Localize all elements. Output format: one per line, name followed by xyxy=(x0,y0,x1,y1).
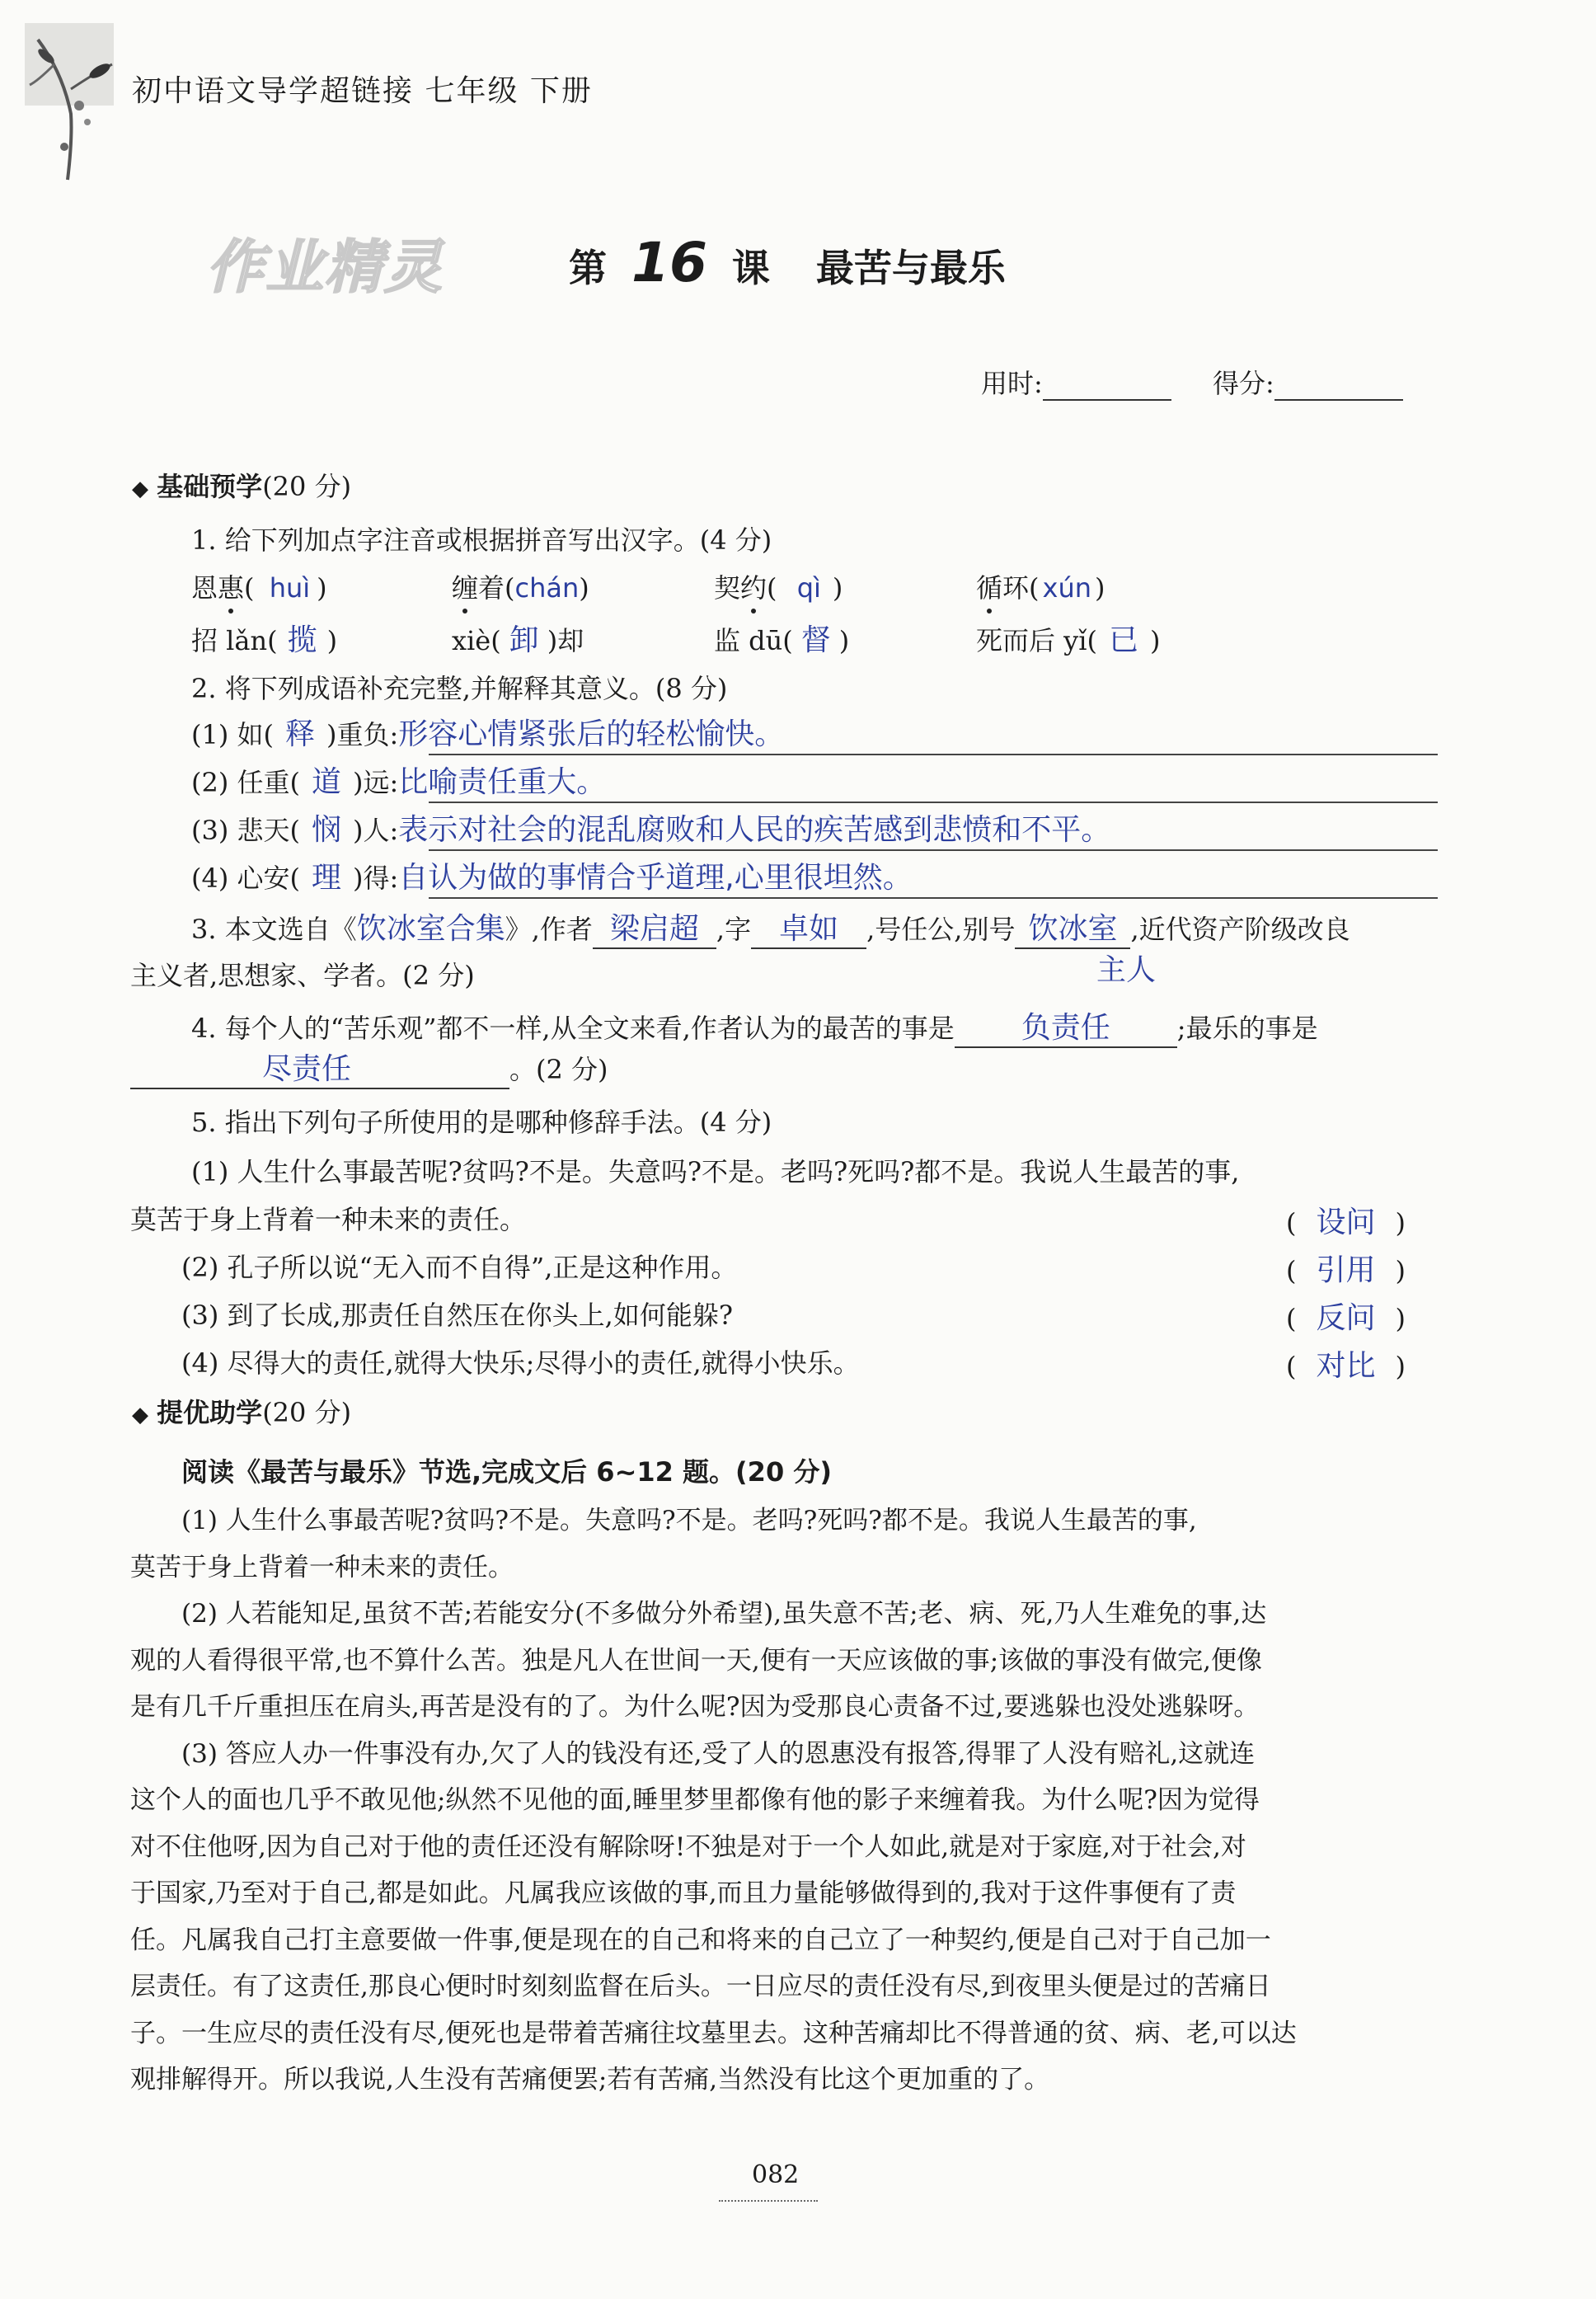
time-blank[interactable] xyxy=(1043,368,1171,401)
q2-blank3: 悯 xyxy=(312,813,342,847)
q1-answer1: huì xyxy=(269,572,311,604)
score-blank[interactable] xyxy=(1274,368,1403,401)
q1-answer3: qì xyxy=(796,572,821,604)
diamond-icon: ◆ xyxy=(132,477,148,501)
q1-item1: 恩惠( huì ) xyxy=(191,567,327,605)
section2-header xyxy=(132,1392,351,1430)
q2-meaning2: 比喻责任重大。 xyxy=(398,765,607,799)
q1-item8: 死而后 yǐ( 已 ) xyxy=(976,623,1161,657)
section1-title: 基础预学 xyxy=(157,471,263,502)
q2-blank4: 理 xyxy=(312,861,342,895)
q2-line1 xyxy=(429,754,1438,755)
q2-meaning1: 形容心情紧张后的轻松愉快。 xyxy=(398,717,785,751)
q3-answer1: 饮冰室合集 xyxy=(356,912,505,946)
lesson-prefix: 第 xyxy=(569,246,607,290)
q2-stem: 2. 将下列成语补充完整,并解释其意义。(8 分) xyxy=(191,673,728,704)
q3-answer2: 梁启超 xyxy=(593,905,716,949)
section2-title: 提优助学 xyxy=(157,1397,263,1428)
q5-item1-line1: (1) 人生什么事最苦呢?贫吗?不是。失意吗?不是。老吗?死吗?都不是。我说人生最苦的事, xyxy=(191,1156,1240,1187)
book-title: 初中语文导学超链接 七年级 下册 xyxy=(132,74,593,108)
paragraph-1: (1) 人生什么事最苦呢?贫吗?不是。失意吗?不是。老吗?死吗?都不是。我说人生最苦的事, 莫苦于身上背着一种未来的责任。 xyxy=(130,1506,1197,1582)
section1-header xyxy=(132,466,351,504)
q5-answer2: ( 引用 ) xyxy=(1286,1253,1406,1287)
q2-item3: (3) 悲天( 悯 )人:表示对社会的混乱腐败和人民的疾苦感到悲愤和不平。 xyxy=(191,813,1111,847)
q3-line2: 主义者,思想家、学者。(2 分) xyxy=(130,960,475,991)
section2-points: (20 分) xyxy=(262,1397,352,1428)
q4-line2: 尽责任 。(2 分) xyxy=(130,1046,608,1089)
corner-ornament xyxy=(21,23,120,188)
q1-row2 xyxy=(191,617,1428,658)
q2-line3 xyxy=(429,849,1438,851)
lesson-suffix: 课 xyxy=(731,246,770,290)
q2-blank1: 释 xyxy=(285,717,316,751)
q2-line4 xyxy=(429,897,1438,899)
q2-meaning4: 自认为做的事情合乎道理,心里很坦然。 xyxy=(398,861,913,895)
q1-answer8: 已 xyxy=(1108,623,1138,657)
q5-answer3: ( 反问 ) xyxy=(1286,1301,1406,1335)
paragraph-3: (3) 答应人办一件事没有办,欠了人的钱没有还,受了人的恩惠没有报答,得罪了人没有赔礼,这就连 这个人的面也几乎不敢见他;纵然不见他的面,睡里梦里都像有他的影子来缠着我。为什么呢?因为觉得 对不住他呀,因为自己对于他的责任还没有解除呀!不独是对于一个人如此,就是对于家庭,对于社会,对 于国家,乃至对于自己,都是如此。凡属我应该做的事,而且力量能够做得到的,我对于这件事便有了责 任。凡属我自己打主意要做一件事,便是现在的自己和将来的自己立了一种契约,便是自己对于自己加一 层责任。有了这责任,那良心便时时刻刻监督在后头。一日应尽的责任没有尽,到夜里头便是过的苦痛日 子。一生应尽的责任没有尽,便死也是带着苦痛往坟墓里去。这种苦痛却比不得普通的贫、病、老,可以达 观排解得开。所以我说,人生没有苦痛便罢;若有苦痛,当然没有比这个更加重的了。 xyxy=(130,1738,1297,2094)
q2-blank2: 道 xyxy=(312,765,342,799)
lesson-title xyxy=(569,231,1006,294)
lesson-name: 最苦与最乐 xyxy=(815,246,1006,290)
q3-line1: 3. 本文选自《饮冰室合集》,作者 梁启超 ,字 卓如 ,号任公,别号 饮冰室 ,近代资产阶级改良 xyxy=(191,905,1350,949)
diamond-icon: ◆ xyxy=(132,1403,148,1427)
q1-item7: 监 dū( 督 ) xyxy=(714,623,850,657)
page-number-underline xyxy=(719,2200,818,2202)
reading-intro: 阅读《最苦与最乐》节选,完成文后 6~12 题。(20 分) xyxy=(181,1456,832,1488)
score-box xyxy=(981,363,1403,401)
q1-answer4: xún xyxy=(1042,572,1092,604)
q1-item5: 招 lǎn( 揽 ) xyxy=(191,623,338,657)
q1-stem: 1. 给下列加点字注音或根据拼音写出汉字。(4 分) xyxy=(191,524,772,556)
reading-passage xyxy=(130,1497,1441,2104)
q5-answer1: ( 设问 ) xyxy=(1286,1206,1406,1239)
q4-answer1: 负责任 xyxy=(955,1004,1177,1048)
q4-answer2: 尽责任 xyxy=(130,1046,509,1089)
q5-stem: 5. 指出下列句子所使用的是哪种修辞手法。(4 分) xyxy=(191,1107,772,1138)
section1-points: (20 分) xyxy=(262,471,352,502)
q5-item2: (2) 孔子所以说“无入而不自得”,正是这种作用。 xyxy=(181,1252,738,1283)
q5-answer4: ( 对比 ) xyxy=(1286,1349,1406,1383)
q3-answer3: 卓如 xyxy=(751,905,866,949)
q1-answer6: 卸 xyxy=(509,623,539,657)
q2-item2: (2) 任重( 道 )远:比喻责任重大。 xyxy=(191,765,607,799)
score-label: 得分: xyxy=(1212,368,1274,399)
paragraph-2: (2) 人若能知足,虽贫不苦;若能安分(不多做分外希望),虽失意不苦;老、病、死,乃人生难免的事,达 观的人看得很平常,也不算什么苦。独是凡人在世间一天,便有一天应该做的事;该做的事没有做完,便像 是有几千斤重担压在肩头,再苦是没有的了。为什么呢?因为受那良心责备不过,要逃躲也没处逃躲呀。 xyxy=(130,1599,1267,1722)
q2-item4: (4) 心安( 理 )得:自认为做的事情合乎道理,心里很坦然。 xyxy=(191,861,913,895)
q1-answer2: chán xyxy=(514,572,580,604)
q5-item3: (3) 到了长成,那责任自然压在你头上,如何能躲? xyxy=(181,1300,734,1331)
q1-answer5: 揽 xyxy=(287,623,317,657)
q1-item4: 循环( xún ) xyxy=(976,567,1105,605)
q5-item1-line2: 莫苦于身上背着一种未来的责任。 xyxy=(130,1204,527,1235)
q5-item4: (4) 尽得大的责任,就得大快乐;尽得小的责任,就得小快乐。 xyxy=(181,1347,860,1379)
q1-item2: 缠着(chán) xyxy=(452,567,589,605)
q2-item1: (1) 如( 释 )重负:形容心情紧张后的轻松愉快。 xyxy=(191,717,785,751)
q4-line1: 4. 每个人的“苦乐观”都不一样,从全文来看,作者认为的最苦的事是 负责任 ;最乐的事是 xyxy=(191,1004,1318,1048)
q3-answer4: 饮冰室 xyxy=(1015,905,1130,949)
q1-item3: 契约( qì ) xyxy=(714,567,843,605)
q2-meaning3: 表示对社会的混乱腐败和人民的疾苦感到悲愤和不平。 xyxy=(398,813,1111,847)
q1-answer7: 督 xyxy=(800,623,831,657)
page-number: 082 xyxy=(752,2160,800,2189)
q1-item6: xiè( 卸 )却 xyxy=(452,623,584,657)
q1-row1 xyxy=(191,567,1428,609)
watermark: 作业精灵 xyxy=(206,233,444,301)
time-label: 用时: xyxy=(981,368,1043,399)
q3-answer4-cont: 主人 xyxy=(1096,953,1157,987)
q2-line2 xyxy=(429,802,1438,803)
lesson-number: 16 xyxy=(631,231,707,294)
